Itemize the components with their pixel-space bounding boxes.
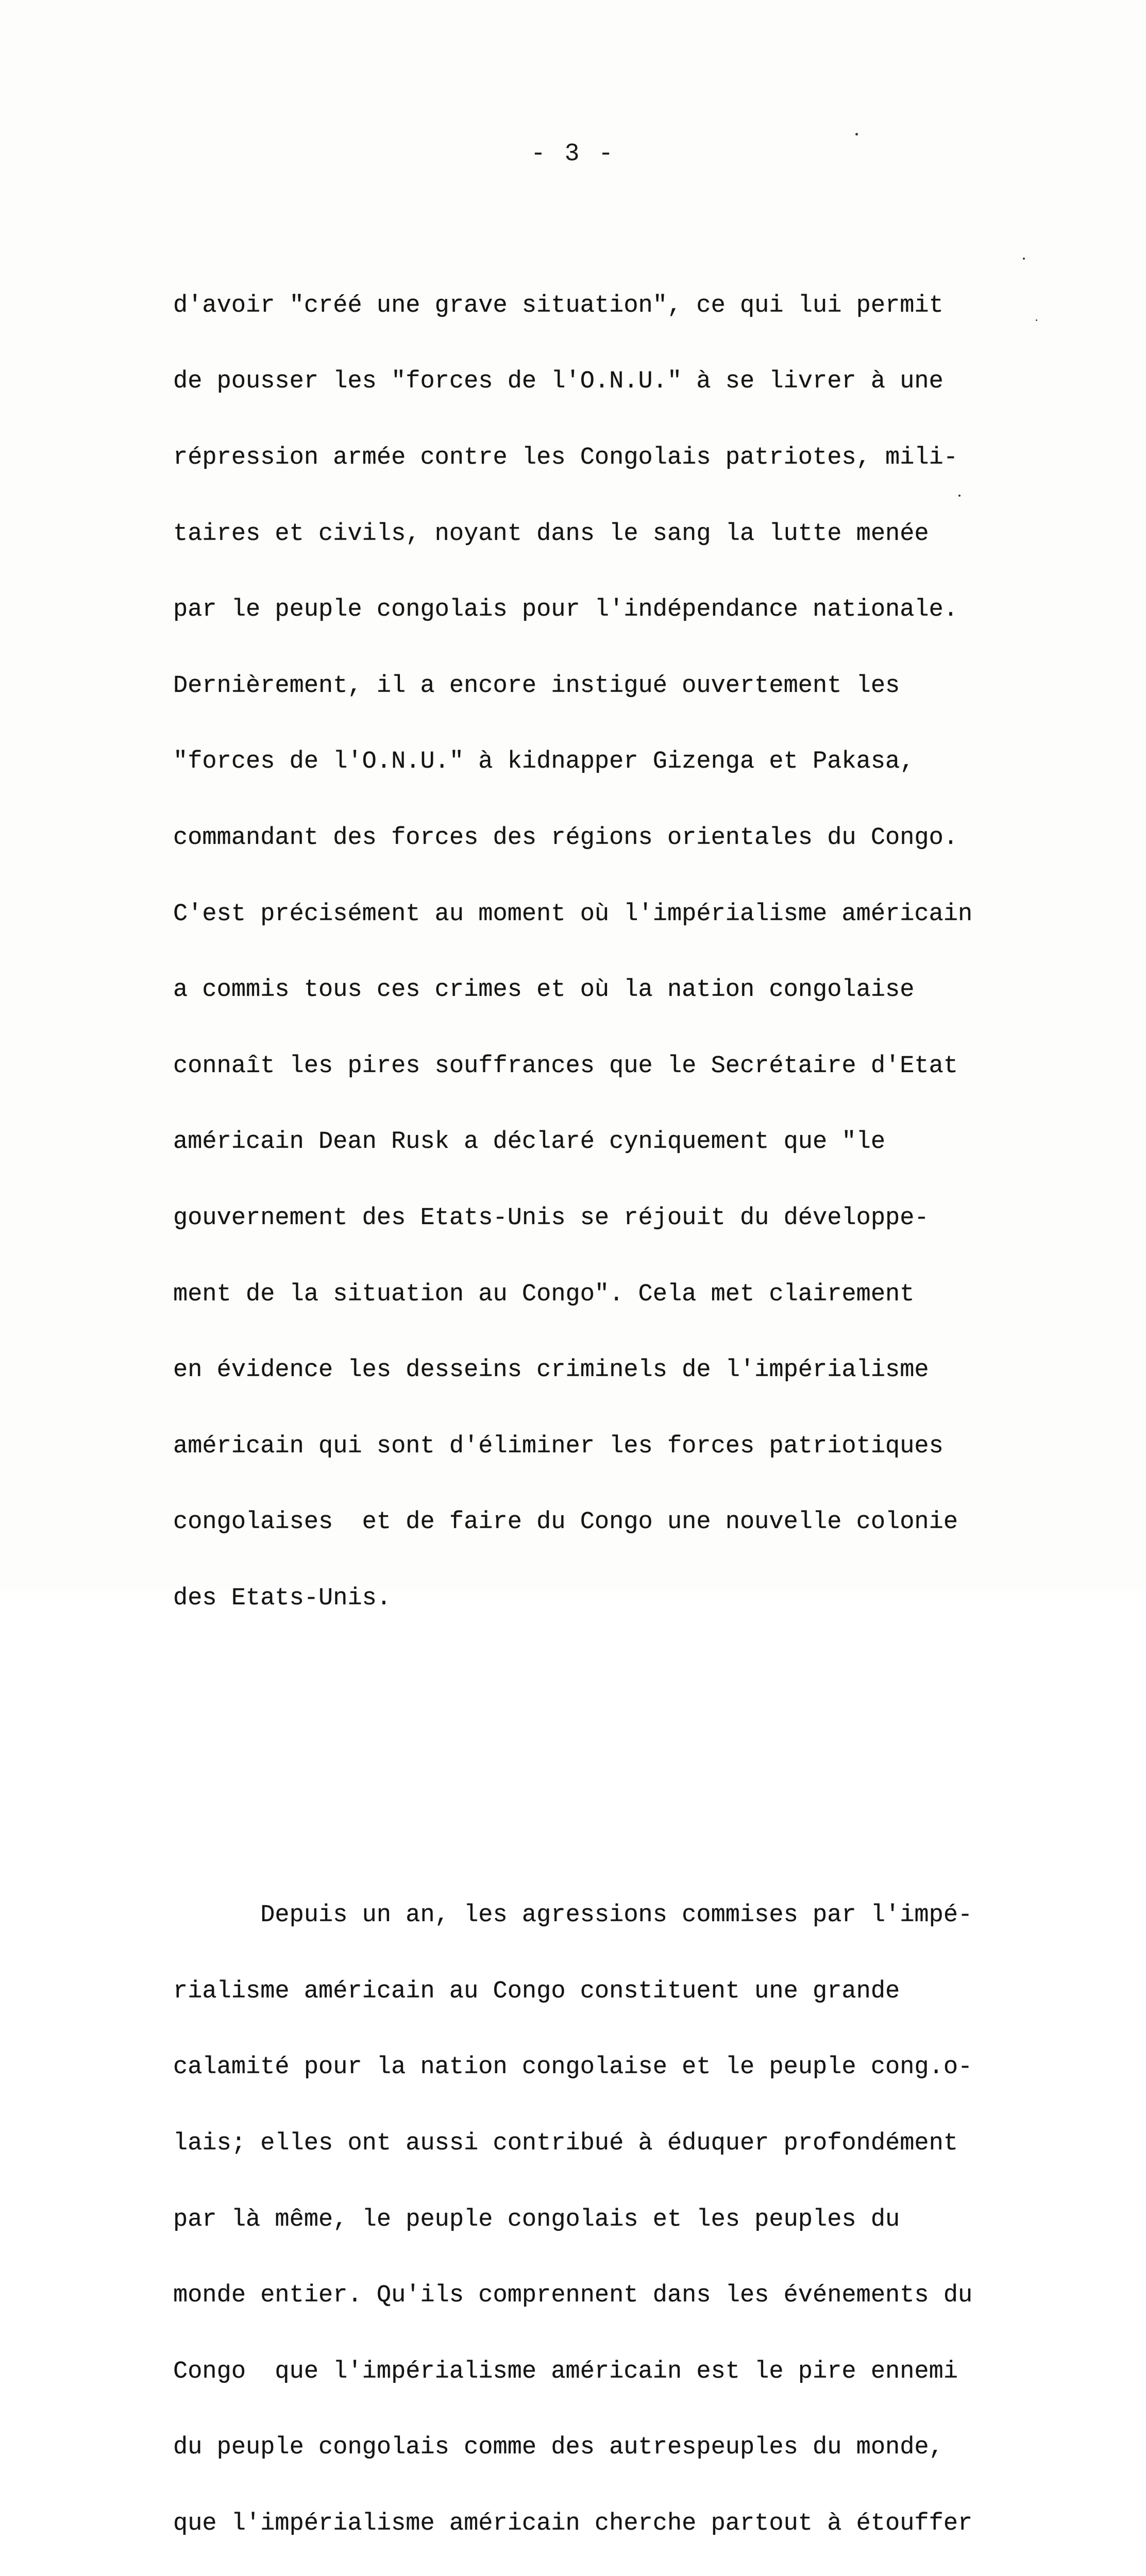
- text-line: C'est précisément au moment où l'impérialisme américain: [173, 900, 973, 928]
- text-line: des Etats-Unis.: [173, 1584, 392, 1612]
- text-line: par le peuple congolais pour l'indépendance nationale.: [173, 596, 958, 624]
- text-line: Depuis un an, les agressions commises par l'impé-: [173, 1902, 973, 1929]
- text-line: du peuple congolais comme des autrespeuples du monde,: [173, 2434, 943, 2462]
- text-line: a commis tous ces crimes et où la nation congolaise: [173, 976, 915, 1004]
- text-line: d'avoir "créé une grave situation", ce qui lui permit: [173, 292, 943, 319]
- text-line: par là même, le peuple congolais et les peuples du: [173, 2206, 900, 2233]
- ink-speck: [855, 133, 858, 135]
- text-line: ment de la situation au Congo". Cela met clairement: [173, 1280, 915, 1308]
- ink-speck: [1036, 319, 1037, 321]
- body-text: [173, 192, 1049, 2576]
- text-line: congolaises et de faire du Congo une nouvelle colonie: [173, 1509, 958, 1536]
- text-line: rialisme américain au Congo constituent une grande: [173, 1977, 900, 2005]
- text-line: gouvernement des Etats-Unis se réjouit du développe-: [173, 1204, 929, 1232]
- paragraph-spacer: [173, 1738, 1049, 1776]
- text-line: "forces de l'O.N.U." à kidnapper Gizenga et Pakasa,: [173, 748, 915, 776]
- paragraph-2: [173, 1852, 1049, 2576]
- text-line: commandant des forces des régions orientales du Congo.: [173, 824, 958, 852]
- paragraph-1: [173, 242, 1049, 1662]
- text-line: taires et civils, noyant dans le sang la lutte menée: [173, 520, 929, 548]
- ink-speck: [958, 495, 960, 497]
- text-line: américain Dean Rusk a déclaré cyniquement que "le: [173, 1128, 886, 1156]
- text-line: calamité pour la nation congolaise et le peuple cong.o-: [173, 2054, 973, 2081]
- text-line: Dernièrement, il a encore instigué ouvertement les: [173, 672, 900, 700]
- text-line: Congo que l'impérialisme américain est le pire ennemi: [173, 2358, 958, 2385]
- text-line: américain qui sont d'éliminer les forces patriotiques: [173, 1432, 943, 1460]
- page-number: - 3 -: [530, 140, 616, 168]
- text-line: connaît les pires souffrances que le Secrétaire d'Etat: [173, 1052, 958, 1080]
- text-line: de pousser les "forces de l'O.N.U." à se livrer à une: [173, 368, 943, 396]
- text-line: en évidence les desseins criminels de l'impérialisme: [173, 1357, 929, 1384]
- text-line: que l'impérialisme américain cherche partout à étouffer: [173, 2510, 973, 2537]
- text-line: répression armée contre les Congolais patriotes, mili-: [173, 444, 958, 471]
- text-line: monde entier. Qu'ils comprennent dans les événements du: [173, 2282, 973, 2310]
- text-line: lais; elles ont aussi contribué à éduquer profondément: [173, 2129, 958, 2157]
- ink-speck: [1023, 258, 1025, 260]
